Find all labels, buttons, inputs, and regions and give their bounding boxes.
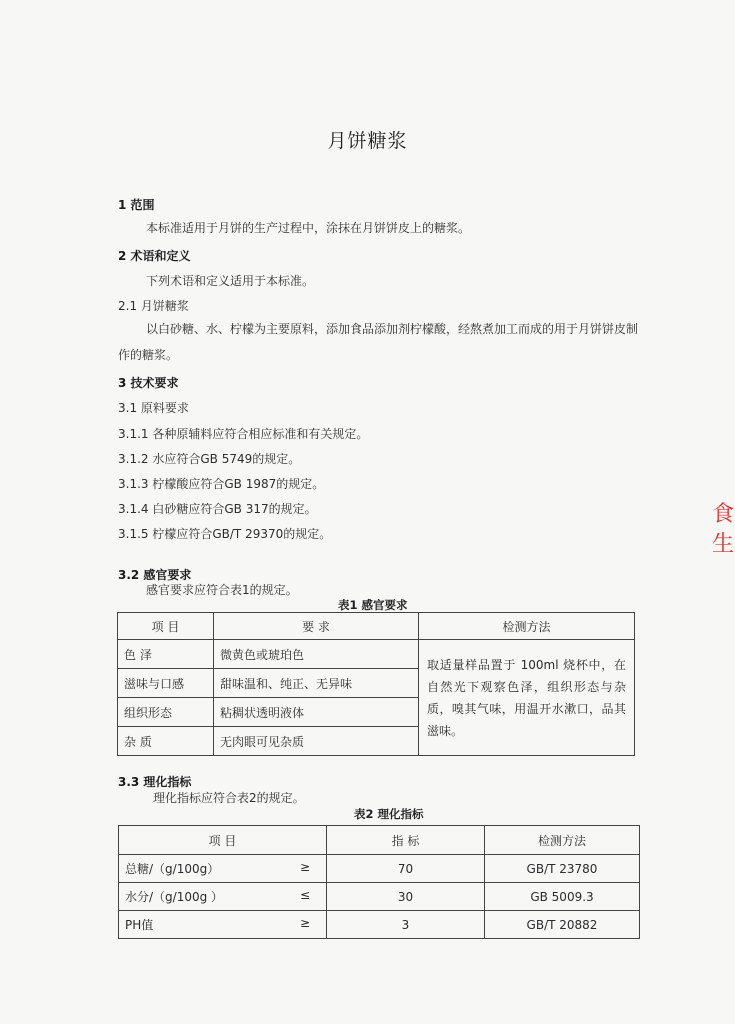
- item-cell: 色 泽: [118, 640, 214, 669]
- method-cell: GB 5009.3: [485, 883, 640, 911]
- column-header: 检测方法: [419, 613, 635, 640]
- item-cell: [119, 911, 327, 939]
- section-2-text: 下列术语和定义适用于本标准。: [146, 274, 315, 288]
- section-3-2-text: 感官要求应符合表1的规定。: [146, 583, 298, 597]
- red-seal-stamp: 食生: [712, 502, 735, 557]
- table-2-caption: 表2 理化指标: [354, 807, 424, 821]
- table-header-row: [119, 826, 640, 855]
- method-cell: GB/T 23780: [485, 855, 640, 883]
- table-row: [119, 911, 640, 939]
- table-row: [118, 640, 635, 669]
- clause-3-1-1: 3.1.1 各种原辅料应符合相应标准和有关规定。: [118, 427, 369, 441]
- physicochemical-table: [118, 825, 640, 939]
- value-cell: 70: [327, 855, 485, 883]
- section-2-1-text: 以白砂糖、水、柠檬为主要原料，添加食品添加剂柠檬酸，经熬煮加工而成的用于月饼饼皮制作的糖浆。: [118, 322, 639, 362]
- column-header: 检测方法: [485, 826, 640, 855]
- section-3-3-text: 理化指标应符合表2的规定。: [153, 791, 305, 805]
- item-label: 总糖/（g/100g）: [125, 862, 220, 876]
- method-cell: GB/T 20882: [485, 911, 640, 939]
- column-header: 项 目: [118, 613, 214, 640]
- table-1-caption: 表1 感官要求: [338, 598, 408, 612]
- value-cell: 3: [327, 911, 485, 939]
- table-header-row: [118, 613, 635, 640]
- section-2-1-heading: 2.1 月饼糖浆: [118, 299, 189, 313]
- section-1-heading: 1 范围: [118, 198, 155, 212]
- clause-3-1-5: 3.1.5 柠檬应符合GB/T 29370的规定。: [118, 527, 332, 541]
- clause-3-1-3: 3.1.3 柠檬酸应符合GB 1987的规定。: [118, 477, 325, 491]
- item-label: PH值: [125, 918, 154, 932]
- comparison-symbol: ≥: [299, 860, 310, 874]
- item-label: 水分/（g/100g ）: [125, 890, 224, 904]
- section-3-2-heading: 3.2 感官要求: [118, 568, 192, 582]
- table-row: [119, 855, 640, 883]
- requirement-cell: 甜味温和、纯正、无异味: [214, 669, 419, 698]
- document-title: 月饼糖浆: [327, 130, 408, 152]
- value-cell: 30: [327, 883, 485, 911]
- section-3-1-heading: 3.1 原料要求: [118, 401, 189, 415]
- column-header: 指 标: [327, 826, 485, 855]
- column-header: 要 求: [214, 613, 419, 640]
- item-cell: [119, 855, 327, 883]
- requirement-cell: 无肉眼可见杂质: [214, 727, 419, 756]
- item-cell: [119, 883, 327, 911]
- table-row: [119, 883, 640, 911]
- item-cell: 组织形态: [118, 698, 214, 727]
- section-3-heading: 3 技术要求: [118, 376, 179, 390]
- comparison-symbol: ≤: [299, 888, 310, 902]
- column-header: 项 目: [119, 826, 327, 855]
- test-method-cell: 取适量样品置于 100ml 烧杯中，在自然光下观察色泽，组织形态与杂质，嗅其气味，用温开水漱口，品其滋味。: [419, 640, 635, 756]
- section-2-heading: 2 术语和定义: [118, 249, 191, 263]
- clause-3-1-4: 3.1.4 白砂糖应符合GB 317的规定。: [118, 502, 317, 516]
- comparison-symbol: ≥: [299, 916, 310, 930]
- requirement-cell: 微黄色或琥珀色: [214, 640, 419, 669]
- section-1-text: 本标准适用于月饼的生产过程中，涂抹在月饼饼皮上的糖浆。: [146, 221, 471, 235]
- requirement-cell: 粘稠状透明液体: [214, 698, 419, 727]
- section-3-3-heading: 3.3 理化指标: [118, 775, 192, 789]
- item-cell: 滋味与口感: [118, 669, 214, 698]
- clause-3-1-2: 3.1.2 水应符合GB 5749的规定。: [118, 452, 301, 466]
- item-cell: 杂 质: [118, 727, 214, 756]
- sensory-table: [117, 612, 635, 756]
